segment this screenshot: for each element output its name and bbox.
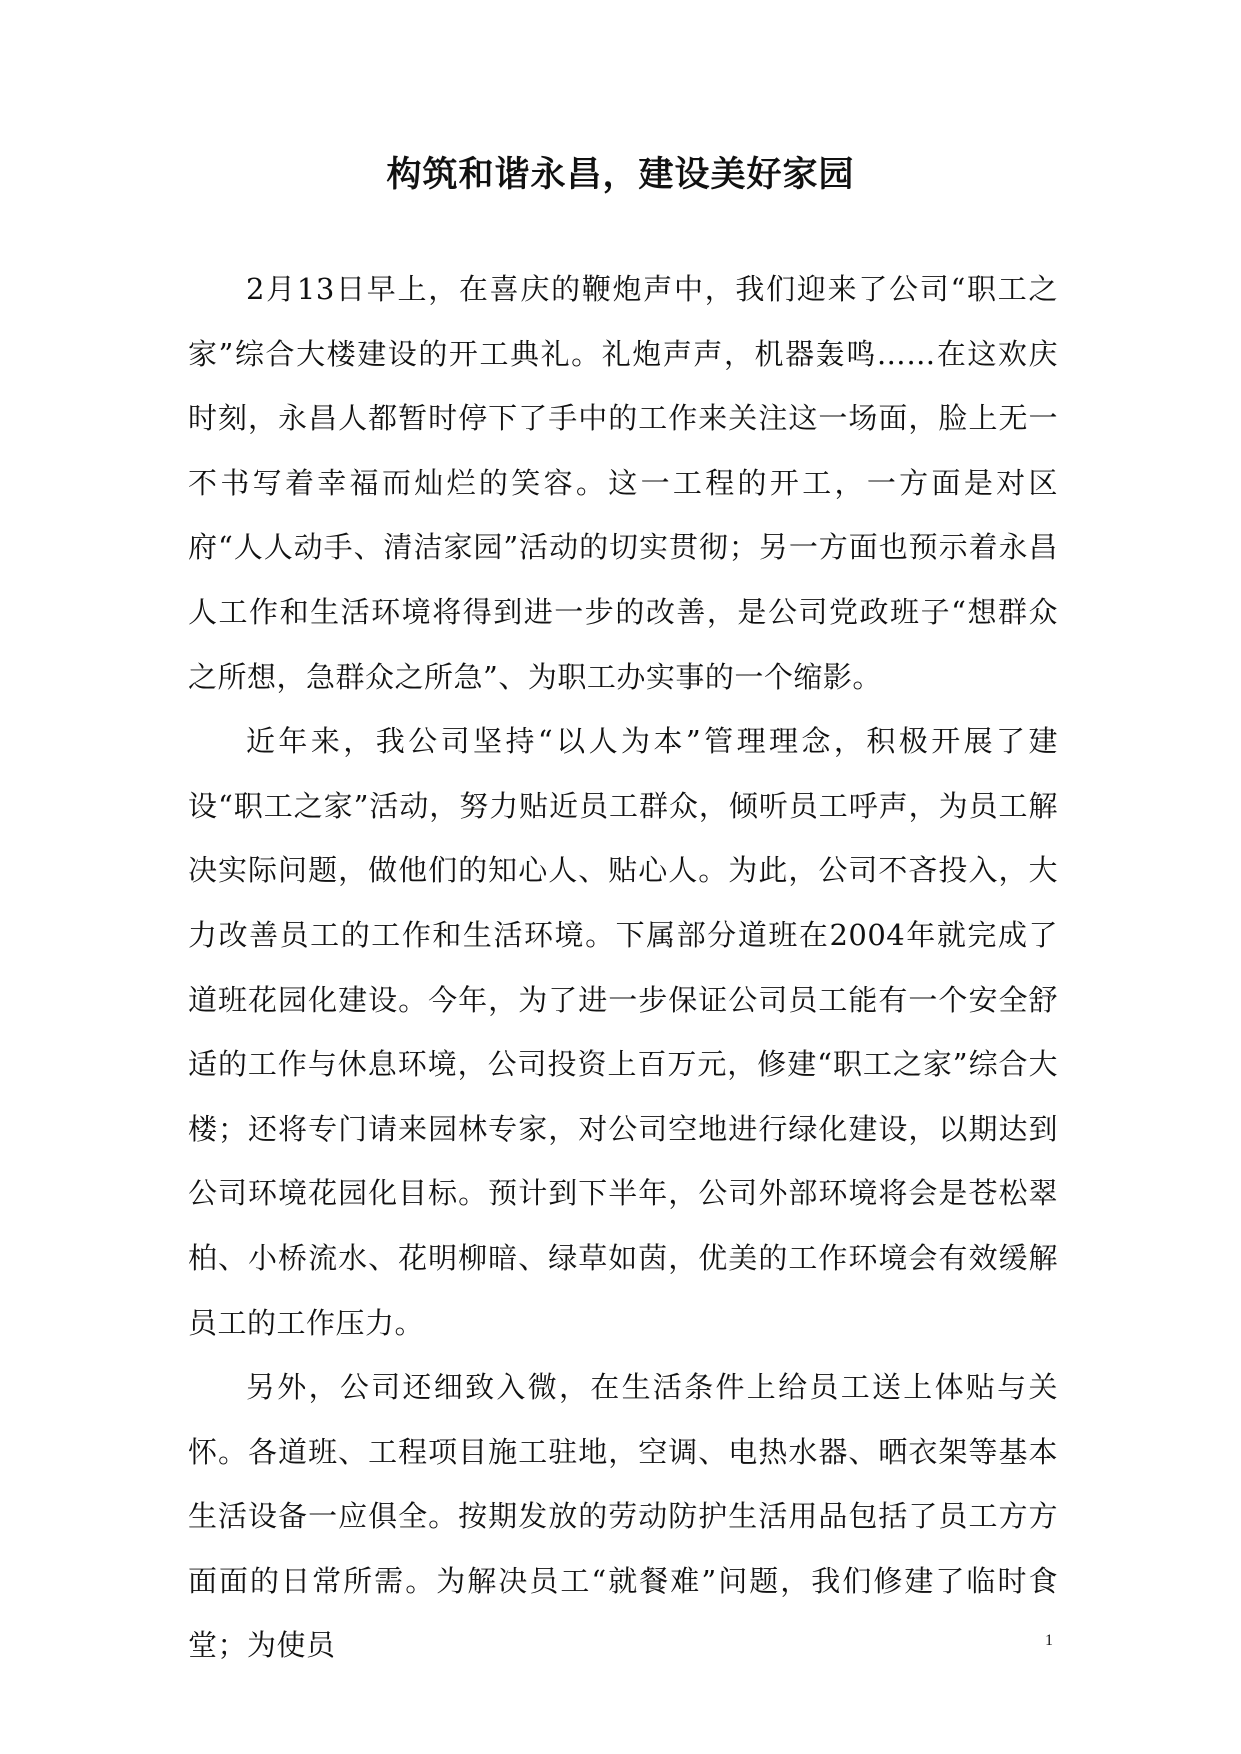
paragraph-3: 另外，公司还细致入微，在生活条件上给员工送上体贴与关怀。各道班、工程项目施工驻地，空调、电热水器、晒衣架等基本生活设备一应俱全。按期发放的劳动防护生活用品包括了员工方方面面的日常所需。为解决员工“就餐难”问题，我们修建了临时食堂；为使员 [188,1370,1058,1663]
paragraph-2: 近年来，我公司坚持“以人为本”管理理念，积极开展了建设“职工之家”活动，努力贴近员工群众，倾听员工呼声，为员工解决实际问题，做他们的知心人、贴心人。为此，公司不吝投入，大力改善员工的工作和生活环境。下属部分道班在2004年就完成了道班花园化建设。今年，为了进一步保证公司员工能有一个安全舒适的工作与休息环境，公司投资上百万元，修建“职工之家”综合大楼；还将专门请来园林专家，对公司空地进行绿化建设，以期达到公司环境花园化目标。预计到下半年，公司外部环境将会是苍松翠柏、小桥流水、花明柳暗、绿草如茵，优美的工作环境会有效缓解员工的工作压力。 [188,724,1058,1340]
paragraph-1: 2月13日早上，在喜庆的鞭炮声中，我们迎来了公司“职工之家”综合大楼建设的开工典礼。礼炮声声，机器轰鸣……在这欢庆时刻，永昌人都暂时停下了手中的工作来关注这一场面，脸上无一不书写着幸福而灿烂的笑容。这一工程的开工，一方面是对区府“人人动手、清洁家园”活动的切实贯彻；另一方面也预示着永昌人工作和生活环境将得到进一步的改善，是公司党政班子“想群众之所想，急群众之所急”、为职工办实事的一个缩影。 [188,272,1058,694]
document-title: 构筑和谐永昌，建设美好家园 [386,154,855,195]
page-number: 1 [1045,1632,1053,1649]
document-body [188,257,1058,1678]
